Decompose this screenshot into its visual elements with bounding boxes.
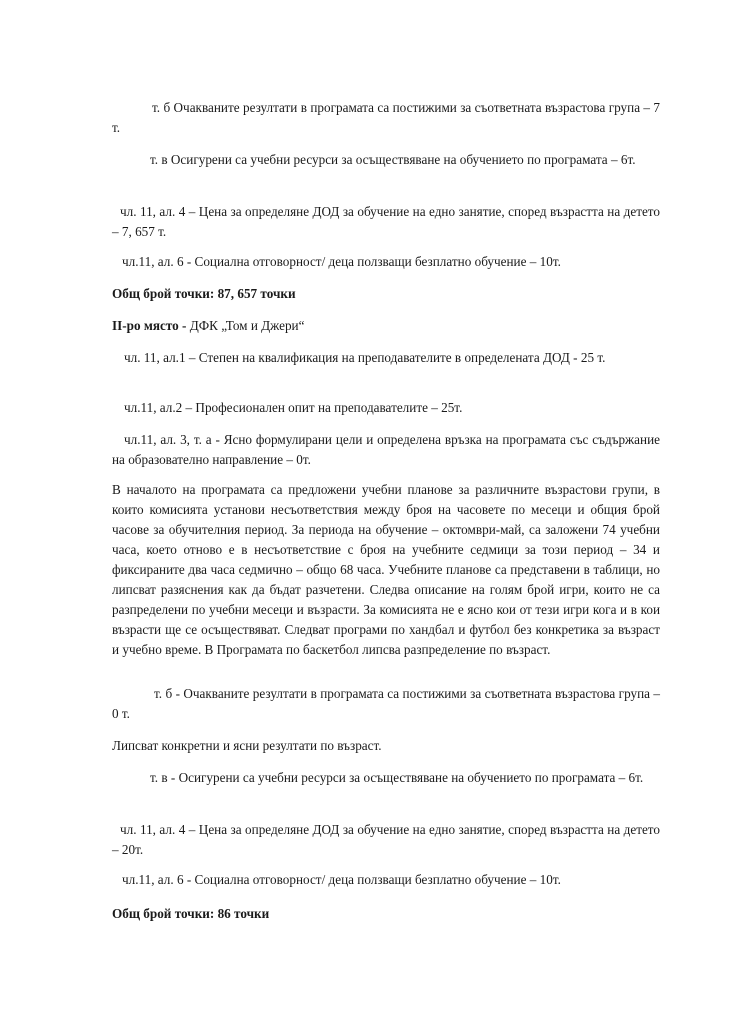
criterion-price-2: чл. 11, ал. 4 – Цена за определяне ДОД за обучение на едно занятие, според възрастта на детето – 20т. xyxy=(112,822,660,857)
criterion-learning-resources: т. в Осигурени са учебни ресурси за осъществяване на обучението по програмата – 6т. xyxy=(150,152,636,167)
criterion-expected-results: т. б Очакваните резултати в програмата са постижими за съответната възрастова група – 7 т. xyxy=(112,100,660,135)
criterion-expected-results-2: т. б - Очакваните резултати в програмата са постижими за съответната възрастова група – 0 т. xyxy=(112,686,660,721)
criterion-social-responsibility: чл.11, ал. 6 - Социална отговорност/ деца ползващи безплатно обучение – 10т. xyxy=(122,254,561,269)
total-points-second: Общ брой точки: 86 точки xyxy=(112,906,270,921)
second-place-name: ДФК „Том и Джери“ xyxy=(189,318,305,333)
criterion-experience: чл.11, ал.2 – Професионален опит на преподавателите – 25т. xyxy=(124,400,463,415)
criterion-qualification: чл. 11, ал.1 – Степен на квалификация на преподавателите в определената ДОД - 25 т. xyxy=(124,350,606,365)
commission-comment: В началото на програмата са предложени учебни планове за различните възрастови групи, в които комисията установи несъответствия между броя на часовете по месеци и общия брой часове за обучителния период. За периода на обучение – октомври-май, са заложени 74 учебни часа, което отново е в несъответствие с броя на учебните седмици за този период – 34 и фиксираните два часа седмично – общо 68 часа. Учебните планове са представени в таблици, но липсват разяснения как да бъдат разчетени. Следва описание на голям брой игри, които не са разпределени по учебни месеци и възрасти. За комисията не е ясно кои от тези игри кога и в кои възрасти ще се осъществяват. Следват програми по хандбал и футбол без конкретика за възраст и учебно време. В Програмата по баскетбол липсва разпределение по възраст. xyxy=(112,482,660,657)
total-points-first: Общ брой точки: 87, 657 точки xyxy=(112,286,296,301)
criterion-price: чл. 11, ал. 4 – Цена за определяне ДОД за обучение на едно занятие, според възрастта на детето – 7, 657 т. xyxy=(112,204,660,239)
criterion-learning-resources-2: т. в - Осигурени са учебни ресурси за осъществяване на обучението по програмата – 6т. xyxy=(150,770,644,785)
criterion-social-responsibility-2: чл.11, ал. 6 - Социална отговорност/ деца ползващи безплатно обучение – 10т. xyxy=(122,872,561,887)
second-place-heading xyxy=(112,316,660,336)
missing-results-note: Липсват конкретни и ясни резултати по възраст. xyxy=(112,738,382,753)
second-place-label: II-ро място - xyxy=(112,318,190,333)
criterion-goals: чл.11, ал. 3, т. а - Ясно формулирани цели и определена връзка на програмата със съдържание на образователно направление – 0т. xyxy=(112,432,660,467)
